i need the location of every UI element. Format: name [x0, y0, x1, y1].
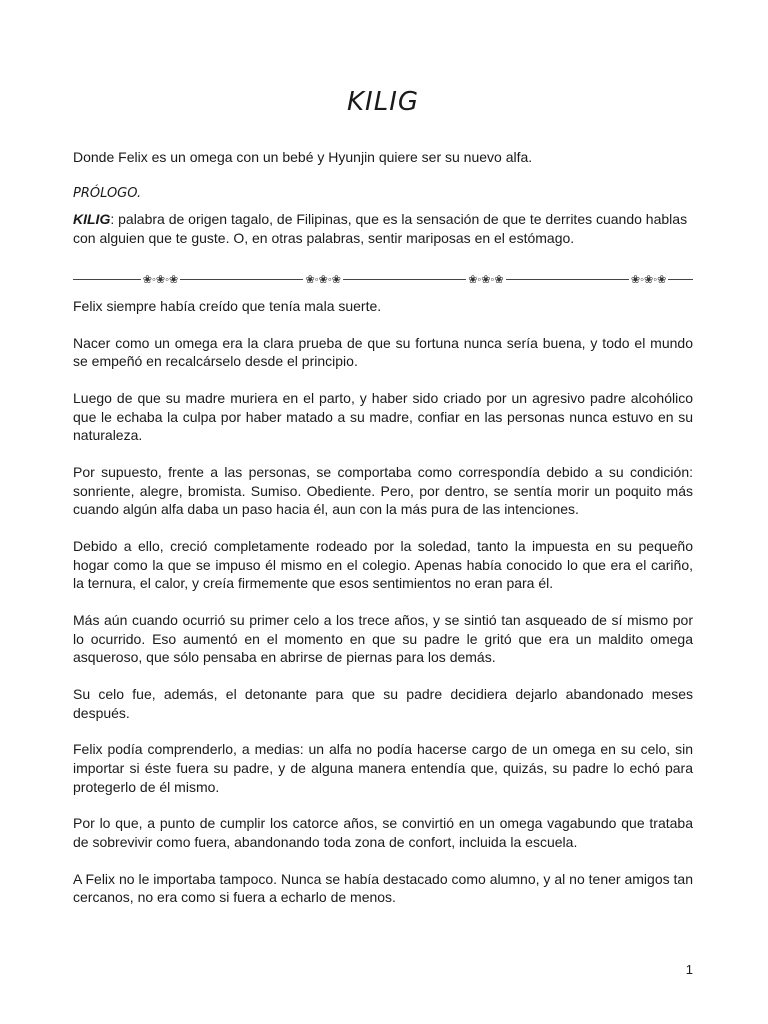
divider-line [343, 279, 466, 280]
flower-ornament-icon: ❀◦❀◦❀ [142, 273, 179, 286]
flower-ornament-icon: ❀◦❀◦❀ [468, 273, 504, 286]
prologue-heading: PRÓLOGO. [73, 186, 142, 201]
paragraph: Más aún cuando ocurrió su primer celo a los trece años, y se sintió tan asqueado de sí mismo por lo ocurrido. Eso aumentó en el momento en que su padre le gritó que era un maldito omega asqueroso, que sólo pensaba en abrirse de piernas para los demás. [73, 612, 693, 666]
paragraph: Felix siempre había creído que tenía mala suerte. [73, 298, 382, 314]
page-number: 1 [685, 962, 693, 977]
definition-paragraph [73, 210, 693, 248]
paragraph: A Felix no le importaba tampoco. Nunca se había destacado como alumno, y al no tener amigos tan cercanos, no era como si fuera a echarlo de menos. [73, 870, 693, 906]
flower-ornament-icon: ❀◦❀◦❀ [630, 273, 667, 286]
paragraph: Felix podía comprenderlo, a medias: un alfa no podía hacerse cargo de un omega en su celo, sin importar si éste fuera su padre, y de alguna manera entendía que, quizás, su padre lo echó para protegerlo de él mismo. [73, 741, 693, 795]
divider-line [180, 279, 303, 280]
divider-line [668, 279, 693, 280]
paragraph: Su celo fue, además, el detonante para que su padre decidiera dejarlo abandonado meses después. [73, 686, 693, 721]
definition-text: : palabra de origen tagalo, de Filipinas, que es la sensación de que te derrites cuando hablas con alguien que te guste. O, en otras palabras, sentir mariposas en el estómago. [73, 211, 688, 246]
ornamental-divider [73, 270, 693, 288]
document-page [73, 0, 693, 1024]
divider-line [73, 279, 141, 280]
divider-line [506, 279, 629, 280]
paragraph: Por lo que, a punto de cumplir los catorce años, se convirtió en un omega vagabundo que trataba de sobrevivir como fuera, abandonando toda zona de confort, incluida la escuela. [73, 815, 693, 850]
intro-line: Donde Felix es un omega con un bebé y Hyunjin quiere ser su nuevo alfa. [73, 149, 533, 165]
paragraph: Luego de que su madre muriera en el parto, y haber sido criado por un agresivo padre alcohólico que le echaba la culpa por haber matado a su madre, confiar en las personas nunca estuvo en su naturaleza. [73, 390, 693, 444]
paragraph: Por supuesto, frente a las personas, se comportaba como correspondía debido a su condición: sonriente, alegre, bromista. Sumiso. Obediente. Pero, por dentro, se sentía morir un poquito más cuando algún alfa daba un paso hacia él, aun con la más pura de las intenciones. [73, 464, 693, 518]
flower-ornament-icon: ❀◦❀◦❀ [305, 273, 341, 286]
document-title: KILIG [346, 87, 420, 118]
paragraph: Debido a ello, creció completamente rodeado por la soledad, tanto la impuesta en su pequeño hogar como la que se impuso él mismo en el colegio. Apenas había conocido lo que era el cariño, la ternura, el calor, y creía firmemente que esos sentimientos no eran para él. [73, 538, 693, 592]
story-body [73, 297, 693, 925]
paragraph: Nacer como un omega era la clara prueba de que su fortuna nunca sería buena, y todo el mundo se empeñó en recalcárselo desde el principio. [73, 334, 693, 370]
definition-term: KILIG [73, 211, 111, 227]
